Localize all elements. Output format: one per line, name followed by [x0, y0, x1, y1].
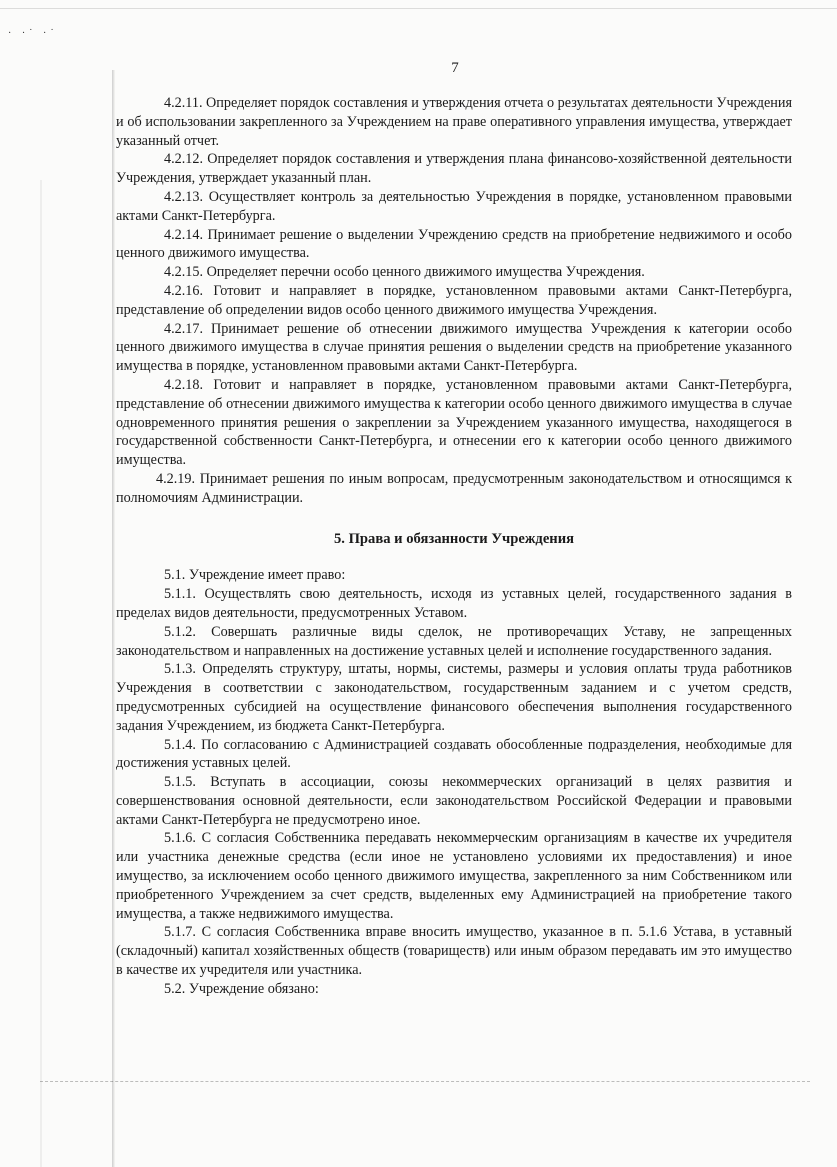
clause-4-2-15: 4.2.15. Определяет перечни особо ценного движимого имущества Учреждения.: [164, 264, 645, 281]
clause-5-1-6: 5.1.6. С согласия Собственника передавать некоммерческим организациям в качестве их учредителя или участника денежные средства (если иное не установлено условиями их предоставления) и иное имущество, за исключением особо ценного движимого имущества, закрепленного за ним Собственником или приобретенного Учреждением за счет средств, выделенных ему Администрацией на приобретение такого имущества, а также недвижимого имущества.: [116, 830, 792, 922]
clause-5-2: 5.2. Учреждение обязано:: [164, 980, 319, 997]
clause-4-2-16: 4.2.16. Готовит и направляет в порядке, установленном правовыми актами Санкт-Петербурга, представление об определении видов особо ценного движимого имущества Учреждения.: [116, 282, 792, 318]
clause-4-2-18: 4.2.18. Готовит и направляет в порядке, установленном правовыми актами Санкт-Петербурга, представление об отнесении движимого имущества к категории особо ценного движимого имущества в случае одновременного принятия решения о закреплении за Учреждением указанного имущества, находящегося в государственной собственности Санкт-Петербурга, и отнесении его к категории особо ценного движимого имущества.: [116, 376, 792, 469]
clause-4-2-11: 4.2.11. Определяет порядок составления и утверждения отчета о результатах деятельности Учреждения и об использовании закрепленного за Учреждением на праве оперативного управления имущества, утверждает указанный отчет.: [116, 95, 792, 149]
clause-5-1-5: 5.1.5. Вступать в ассоциации, союзы некоммерческих организаций в целях развития и совершенствования основной деятельности, если законодательством Российской Федерации и правовыми актами Санкт-Петербурга не предусмотрено иное.: [116, 774, 792, 828]
clause-5-1-2: 5.1.2. Совершать различные виды сделок, не противоречащих Уставу, не запрещенных законодательством и направленных на достижение уставных целей и исполнение государственного задания.: [116, 623, 792, 659]
section-4-list: [116, 94, 792, 508]
clause-5-1-7: 5.1.7. С согласия Собственника вправе вносить имущество, указанное в п. 5.1.6 Устава, в уставный (складочный) капитал хозяйственных обществ (товариществ) или иным образом передавать им это имущество в качестве их учредителя или участника.: [116, 924, 792, 979]
scan-specks: · ·˙ ·˙: [8, 28, 58, 39]
clause-4-2-19: 4.2.19. Принимает решения по иным вопросам, предусмотренным законодательством и относящимся к полномочиям Администрации.: [116, 470, 792, 506]
clause-4-2-14: 4.2.14. Принимает решение о выделении Учреждению средств на приобретение недвижимого и особо ценного движимого имущества.: [116, 226, 792, 262]
page-top-edge: [0, 8, 837, 9]
clause-5-1: 5.1. Учреждение имеет право:: [164, 567, 346, 584]
clause-5-1-1: 5.1.1. Осуществлять свою деятельность, исходя из уставных целей, государственного задания в пределах видов деятельности, предусмотренных Уставом.: [116, 586, 792, 621]
clause-4-2-17: 4.2.17. Принимает решение об отнесении движимого имущества Учреждения к категории особо ценного движимого имущества в случае принятия решения о выделении средств на приобретение указанного имущества в порядке, установленном правовыми актами Санкт-Петербурга.: [116, 320, 792, 375]
scan-bottom-line: [40, 1081, 810, 1082]
section-5-heading: 5. Права и обязанности Учреждения: [333, 530, 575, 547]
scan-shadow-edge: [40, 180, 42, 1167]
clause-5-1-3: 5.1.3. Определять структуру, штаты, нормы, системы, размеры и условия оплаты труда работников Учреждения в соответствии с законодательством, государственным заданием и с учетом средств, предусмотренных субсидией на осуществление финансового обеспечения выполнения государственного задания Учреждением, из бюджета Санкт-Петербурга.: [116, 661, 792, 734]
clause-4-2-13: 4.2.13. Осуществляет контроль за деятельностью Учреждения в порядке, установленном правовыми актами Санкт-Петербурга.: [116, 188, 792, 224]
page-number: 7: [451, 60, 459, 76]
document-body: [116, 94, 792, 999]
clause-4-2-12: 4.2.12. Определяет порядок составления и утверждения плана финансово-хозяйственной деятельности Учреждения, утверждает указанный план.: [116, 151, 792, 187]
scan-binding-edge: [112, 70, 115, 1167]
section-5-list: [116, 566, 792, 998]
clause-5-1-4: 5.1.4. По согласованию с Администрацией создавать обособленные подразделения, необходимые для достижения уставных целей.: [116, 736, 792, 772]
